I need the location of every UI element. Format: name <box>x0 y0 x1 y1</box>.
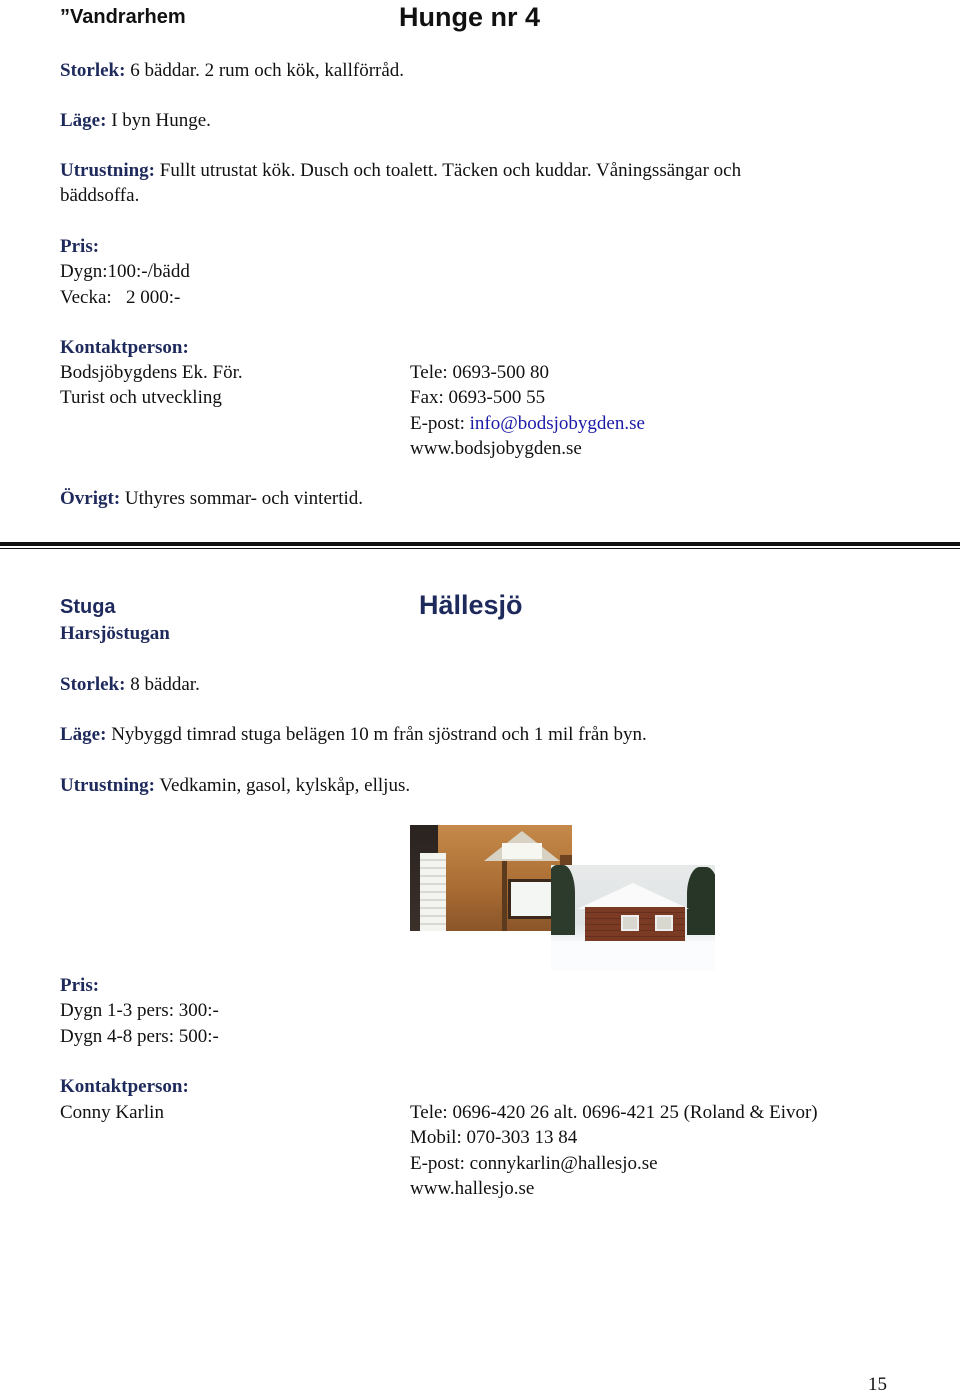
email-link[interactable]: info@bodsjobygden.se <box>469 413 645 434</box>
section-divider-thick <box>0 542 960 546</box>
section2-web[interactable]: www.hallesjo.se <box>410 1178 535 1199</box>
section1-equipment-line2: bäddsoffa. <box>60 185 140 206</box>
section2-contact-name: Conny Karlin <box>60 1102 164 1123</box>
section1-web[interactable]: www.bodsjobygden.se <box>410 438 582 459</box>
section2-category: Stuga <box>60 596 116 618</box>
section2-price-label: Pris: <box>60 975 100 996</box>
cabin-interior-photo <box>410 825 572 931</box>
section1-size <box>60 58 404 84</box>
section1-price-week: Vecka: 2 000:- <box>60 287 181 308</box>
section-divider-thin <box>0 548 960 549</box>
size-label: Storlek: <box>60 60 126 81</box>
section2-mobile: Mobil: 070-303 13 84 <box>410 1127 578 1148</box>
section1-email-row <box>410 411 645 437</box>
equipment-value: Vedkamin, gasol, kylskåp, elljus. <box>155 775 411 796</box>
location-value: I byn Hunge. <box>106 110 211 131</box>
location-label: Läge: <box>60 724 107 745</box>
page-number: 15 <box>868 1374 887 1395</box>
section1-equipment <box>60 158 741 184</box>
other-value: Uthyres sommar- och vintertid. <box>120 488 364 509</box>
section1-other <box>60 486 363 512</box>
location-label: Läge: <box>60 110 107 131</box>
cabin-exterior-photo <box>551 865 715 971</box>
section2-place-heading: Hällesjö <box>419 590 523 620</box>
section2-location <box>60 722 647 748</box>
section1-place-heading: Hunge nr 4 <box>399 2 541 32</box>
other-label: Övrigt: <box>60 488 121 509</box>
equipment-value: Fullt utrustat kök. Dusch och toalett. Täcken och kuddar. Våningssängar och <box>155 160 742 181</box>
section2-price-1-3: Dygn 1-3 pers: 300:- <box>60 1000 219 1021</box>
section2-name: Harsjöstugan <box>60 623 170 644</box>
location-value: Nybyggd timrad stuga belägen 10 m från sjöstrand och 1 mil från byn. <box>106 724 647 745</box>
section1-contact-org: Bodsjöbygdens Ek. För. <box>60 362 243 383</box>
section1-phone: Tele: 0693-500 80 <box>410 362 550 383</box>
section2-contact-label: Kontaktperson: <box>60 1076 189 1097</box>
size-value: 6 bäddar. 2 rum och kök, kallförråd. <box>125 60 405 81</box>
section2-phone: Tele: 0696-420 26 alt. 0696-421 25 (Roland & Eivor) <box>410 1102 818 1123</box>
equipment-label: Utrustning: <box>60 160 156 181</box>
section2-price-4-8: Dygn 4-8 pers: 500:- <box>60 1026 219 1047</box>
email-prefix: E-post: <box>410 413 470 434</box>
section1-location <box>60 108 211 134</box>
section1-contact-label: Kontaktperson: <box>60 337 189 358</box>
section2-email[interactable]: E-post: connykarlin@hallesjo.se <box>410 1153 658 1174</box>
section2-equipment <box>60 773 410 799</box>
section1-category: ”Vandrarhem <box>60 6 186 28</box>
equipment-label: Utrustning: <box>60 775 156 796</box>
size-value: 8 bäddar. <box>125 674 200 695</box>
section2-size <box>60 672 200 698</box>
section1-fax: Fax: 0693-500 55 <box>410 387 546 408</box>
section1-price-day: Dygn:100:-/bädd <box>60 261 190 282</box>
size-label: Storlek: <box>60 674 126 695</box>
section1-price-label: Pris: <box>60 236 100 257</box>
section1-contact-org-line2: Turist och utveckling <box>60 387 222 408</box>
